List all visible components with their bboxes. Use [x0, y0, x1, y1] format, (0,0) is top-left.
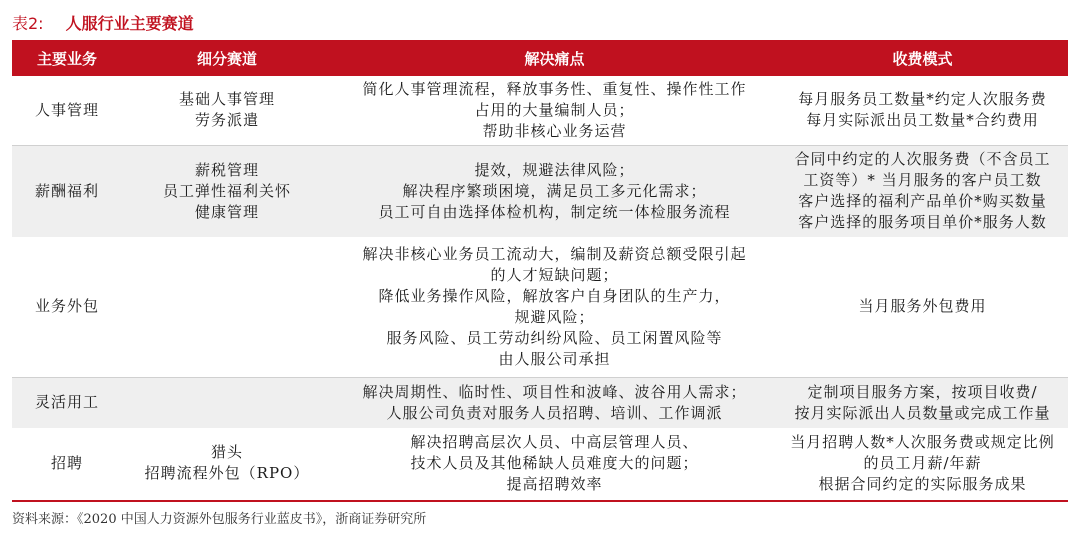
table-caption [12, 8, 194, 36]
fee-line: 定制项目服务方案，按项目收费/ [807, 382, 1038, 401]
pain-point-line: 解决招聘高层次人员、中高层管理人员、 [410, 432, 699, 451]
table-header-row [12, 40, 1068, 76]
fee-line: 工资等）* 当月服务的客户员工数 [803, 171, 1042, 190]
pain-point-line: 由人服公司承担 [498, 349, 611, 368]
pain-point-line: 人服公司负责对服务人员招聘、培训、工作调派 [386, 403, 723, 422]
cell-pain-points [332, 428, 777, 498]
cell-segments [122, 145, 332, 237]
segment-line: 招聘流程外包（RPO） [144, 464, 310, 482]
segment-line: 健康管理 [194, 202, 259, 221]
cell-pain-points [332, 237, 777, 377]
pain-point-line: 技术人员及其他稀缺人员难度大的问题； [410, 453, 699, 472]
pain-point-line: 的人才短缺问题； [490, 265, 619, 284]
table-bottom-rule [12, 500, 1068, 502]
pain-point-line: 帮助非核心业务运营 [482, 121, 627, 140]
source-note: 资料来源：《2020 中国人力资源外包服务行业蓝皮书》，浙商证券研究所 [12, 512, 427, 527]
segment-line: 猎头 [210, 443, 243, 461]
pain-point-line: 服务风险、员工劳动纠纷风险、员工闲置风险等 [386, 328, 723, 347]
table-row [12, 428, 1068, 498]
cell-business: 人事管理 [12, 76, 122, 145]
table-row [12, 237, 1068, 377]
pain-point-line: 降低业务操作风险，解放客户自身团队的生产力， [378, 286, 731, 305]
table-row [12, 145, 1068, 237]
pain-point-line: 员工可自由选择体检机构，制定统一体检服务流程 [378, 202, 731, 221]
cell-fee-model [777, 428, 1068, 498]
cell-fee-model [777, 377, 1068, 428]
cell-segments [122, 428, 332, 498]
pain-point-line: 解决程序繁琐困境，满足员工多元化需求； [402, 181, 707, 200]
pain-point-line: 解决周期性、临时性、项目性和波峰、波谷用人需求； [362, 382, 747, 401]
fee-line: 客户选择的福利产品单价*购买数量 [798, 192, 1047, 211]
cell-business: 招聘 [50, 453, 83, 472]
header-segment: 细分赛道 [122, 40, 332, 76]
industry-segments-table [12, 40, 1068, 498]
pain-point-line: 提效，规避法律风险； [474, 160, 635, 179]
cell-business: 薪酬福利 [12, 145, 122, 237]
caption-title: 人服行业主要赛道 [65, 13, 194, 33]
fee-line: 根据合同约定的实际服务成果 [818, 474, 1027, 493]
fee-line: 按月实际派出人员数量或完成工作量 [794, 403, 1051, 422]
cell-fee-model [777, 76, 1068, 145]
cell-business: 业务外包 [12, 237, 122, 377]
pain-point-line: 规避风险； [514, 307, 595, 326]
table-row [12, 76, 1068, 145]
cell-business: 灵活用工 [12, 377, 122, 428]
cell-fee-model [777, 237, 1068, 377]
pain-point-line: 提高招聘效率 [506, 474, 603, 493]
pain-point-line: 占用的大量编制人员； [474, 100, 635, 119]
header-fee-model: 收费模式 [777, 40, 1068, 76]
fee-line: 每月服务员工数量*约定人次服务费 [798, 90, 1047, 109]
segment-line: 薪税管理 [194, 160, 259, 179]
header-business: 主要业务 [12, 40, 122, 76]
fee-line: 合同中约定的人次服务费（不含员工 [794, 150, 1051, 169]
pain-point-line: 简化人事管理流程，释放事务性、重复性、操作性工作 [362, 79, 747, 98]
fee-line: 的员工月薪/年薪 [863, 453, 982, 472]
cell-pain-points [332, 76, 777, 145]
segment-line: 基础人事管理 [178, 90, 275, 109]
cell-pain-points [332, 145, 777, 237]
cell-segments [122, 237, 332, 377]
fee-line: 每月实际派出员工数量*合约费用 [806, 111, 1039, 130]
cell-fee-model [777, 145, 1068, 237]
fee-line: 当月招聘人数*人次服务费或规定比例 [790, 432, 1055, 451]
cell-segments [122, 76, 332, 145]
cell-pain-points [332, 377, 777, 428]
caption-number: 表2: [12, 13, 44, 33]
pain-point-line: 解决非核心业务员工流动大，编制及薪资总额受限引起 [362, 244, 747, 263]
cell-segments [122, 377, 332, 428]
fee-line: 客户选择的服务项目单价*服务人数 [798, 213, 1047, 232]
segment-line: 员工弹性福利关怀 [162, 181, 291, 200]
fee-line: 当月服务外包费用 [858, 297, 987, 316]
table-row [12, 377, 1068, 428]
segment-line: 劳务派遣 [194, 111, 259, 130]
header-pain-points: 解决痛点 [332, 40, 777, 76]
